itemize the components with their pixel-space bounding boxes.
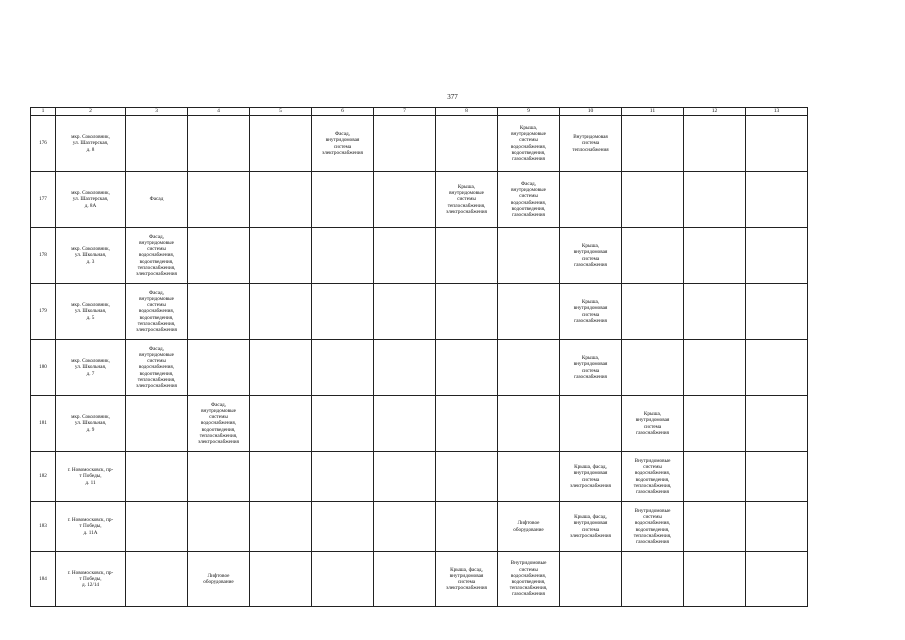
work-cell-col-5: [250, 452, 312, 502]
work-cell-col-10: [560, 172, 622, 228]
table-row: [31, 116, 808, 172]
cell-text-line: электроснабжения: [136, 271, 177, 277]
cell-text-line: системы: [457, 196, 476, 203]
work-cell-col-4: [188, 172, 250, 228]
work-cell-col-4: [188, 284, 250, 340]
work-cell-col-6: [312, 340, 374, 396]
cell-text-line: водоотведения,: [511, 579, 546, 585]
cell-text-line: система: [581, 140, 600, 147]
work-cell-col-9: [498, 172, 560, 228]
row-number: 179: [31, 284, 56, 340]
cell-text-line: д. 8А: [84, 202, 97, 209]
cell-text-line: водоотведения,: [139, 314, 174, 321]
row-number: 176: [31, 116, 56, 172]
work-cell-col-10: [560, 340, 622, 396]
address-cell: [56, 502, 126, 552]
cell-text-line: газоснабжения: [512, 591, 545, 598]
cell-text-line: т Победы,: [79, 473, 102, 480]
cell-text-line: Крыша, фасад,: [574, 464, 607, 471]
work-cell-col-6: [312, 502, 374, 552]
cell-text-line: теплоснабжения,: [509, 585, 548, 592]
page-number: 377: [447, 93, 458, 101]
work-cell-col-9: [498, 228, 560, 284]
cell-text-line: внутридомовая: [325, 137, 360, 144]
work-cell-col-8: [436, 452, 498, 502]
row-number: 184: [31, 552, 56, 607]
work-cell-col-10: [560, 116, 622, 172]
cell-text-line: ул. Школьная,: [74, 252, 107, 259]
work-cell-col-5: [250, 552, 312, 607]
cell-text-line: электроснабжения: [570, 482, 611, 489]
cell-text-line: электроснабжения: [446, 585, 487, 592]
cell-text-line: водоснабжения,: [510, 143, 547, 150]
cell-text-line: мкр. Соколовник,: [71, 246, 110, 253]
work-cell-col-6: [312, 116, 374, 172]
cell-text-line: система: [581, 367, 600, 374]
cell-text-line: системы: [519, 193, 538, 200]
work-cell-col-5: [250, 396, 312, 452]
cell-text-line: мкр. Соколовник,: [71, 358, 110, 365]
work-cell-col-5: [250, 340, 312, 396]
work-cell-col-11: [622, 340, 684, 396]
work-cell-col-9: [498, 284, 560, 340]
cell-text-line: Крыша,: [581, 299, 600, 306]
row-number: 180: [31, 340, 56, 396]
cell-text-line: оборудование: [513, 526, 544, 533]
cell-text-line: Крыша,: [581, 355, 600, 362]
cell-text-line: газоснабжения: [574, 317, 607, 324]
cell-text-line: водоотведения,: [635, 476, 670, 483]
work-cell-col-9: [498, 396, 560, 452]
row-number: 182: [31, 452, 56, 502]
cell-text-line: теплоснабжения,: [633, 482, 672, 489]
work-cell-col-13: [746, 452, 808, 502]
cell-text-line: внутридомовая: [573, 520, 608, 527]
work-cell-col-5: [250, 228, 312, 284]
work-cell-col-7: [374, 452, 436, 502]
cell-text-line: оборудование: [203, 579, 234, 585]
cell-text-line: водоотведения,: [635, 526, 670, 533]
column-header: 3: [126, 108, 188, 116]
cell-text-line: Фасад: [149, 196, 164, 203]
work-cell-col-10: [560, 552, 622, 607]
cell-text-line: водоснабжения,: [634, 520, 671, 527]
cell-text-line: внутридомовые: [449, 190, 484, 197]
column-header: 5: [250, 108, 312, 116]
cell-text-line: водоснабжения,: [510, 572, 547, 579]
table-row: [31, 284, 808, 340]
work-cell-col-6: [312, 172, 374, 228]
cell-text-line: водоснабжения,: [138, 364, 175, 371]
work-cell-col-3: [126, 396, 188, 452]
work-cell-col-11: [622, 116, 684, 172]
work-cell-col-8: [436, 396, 498, 452]
table-row: [31, 340, 808, 396]
cell-text-line: системы: [147, 246, 166, 253]
column-header-row: [31, 108, 808, 116]
cell-text-line: внутридомовая: [635, 417, 670, 424]
cell-text-line: электроснабжения: [198, 439, 239, 445]
cell-text-line: система: [581, 255, 600, 262]
cell-text-line: системы: [643, 464, 662, 471]
cell-text-line: д. 12/14: [81, 582, 100, 589]
work-cell-col-10: [560, 396, 622, 452]
work-cell-col-4: [188, 502, 250, 552]
cell-text-line: внутридомовые: [139, 295, 174, 302]
work-cell-col-7: [374, 228, 436, 284]
work-cell-col-8: [436, 502, 498, 552]
work-cell-col-6: [312, 284, 374, 340]
cell-text-line: мкр. Соколовник,: [71, 190, 110, 197]
work-cell-col-12: [684, 284, 746, 340]
work-cell-col-13: [746, 116, 808, 172]
column-header: 8: [436, 108, 498, 116]
column-header: 7: [374, 108, 436, 116]
work-cell-col-3: [126, 116, 188, 172]
cell-text-line: системы: [147, 302, 166, 309]
cell-text-line: Фасад,: [148, 233, 164, 240]
cell-text-line: водоснабжения,: [510, 199, 547, 206]
work-cell-col-10: [560, 228, 622, 284]
column-header: 11: [622, 108, 684, 116]
work-cell-col-3: [126, 502, 188, 552]
work-cell-col-8: [436, 228, 498, 284]
cell-text-line: т Победы,: [79, 575, 102, 582]
column-header: 4: [188, 108, 250, 116]
work-cell-col-4: [188, 228, 250, 284]
cell-text-line: Фасад,: [210, 401, 226, 408]
work-cell-col-6: [312, 396, 374, 452]
work-cell-col-11: [622, 502, 684, 552]
cell-text-line: водоснабжения,: [200, 420, 237, 427]
row-number: 177: [31, 172, 56, 228]
cell-text-line: водоотведения,: [139, 370, 174, 377]
cell-text-line: газоснабжения: [636, 429, 669, 436]
work-cell-col-9: [498, 552, 560, 607]
cell-text-line: система: [333, 143, 352, 150]
cell-text-line: внутридомовые: [139, 239, 174, 246]
cell-text-line: внутридомовая: [573, 361, 608, 368]
cell-text-line: ул. Школьная,: [74, 308, 107, 315]
address-cell: [56, 452, 126, 502]
work-cell-col-12: [684, 396, 746, 452]
work-cell-col-8: [436, 172, 498, 228]
work-cell-col-12: [684, 228, 746, 284]
work-cell-col-6: [312, 228, 374, 284]
cell-text-line: ул. Школьная,: [74, 420, 107, 427]
row-number: 181: [31, 396, 56, 452]
work-cell-col-7: [374, 340, 436, 396]
work-cell-col-7: [374, 172, 436, 228]
column-header: 1: [31, 108, 56, 116]
table-row: [31, 502, 808, 552]
cell-text-line: системы: [643, 514, 662, 521]
cell-text-line: системы: [209, 414, 228, 421]
cell-text-line: электроснабжения: [136, 327, 177, 333]
work-cell-col-8: [436, 284, 498, 340]
cell-text-line: системы: [519, 566, 538, 573]
work-cell-col-9: [498, 452, 560, 502]
cell-text-line: газоснабжения: [574, 373, 607, 380]
work-cell-col-6: [312, 552, 374, 607]
work-cell-col-9: [498, 116, 560, 172]
cell-text-line: водоотведения,: [511, 205, 546, 212]
work-cell-col-5: [250, 172, 312, 228]
cell-text-line: теплоснабжения,: [137, 376, 176, 383]
cell-text-line: Фасад,: [520, 180, 536, 187]
work-cell-col-6: [312, 452, 374, 502]
work-cell-col-4: [188, 552, 250, 607]
work-cell-col-3: [126, 284, 188, 340]
cell-text-line: теплоснабжения,: [137, 320, 176, 327]
cell-text-line: г. Новомосковск, пр-: [67, 569, 114, 576]
work-cell-col-11: [622, 552, 684, 607]
address-cell: [56, 396, 126, 452]
table-row: [31, 552, 808, 607]
cell-text-line: д. 9: [86, 426, 95, 433]
work-cell-col-4: [188, 452, 250, 502]
cell-text-line: электроснабжения: [570, 532, 611, 539]
cell-text-line: газоснабжения: [512, 211, 545, 218]
work-cell-col-11: [622, 452, 684, 502]
column-header: 9: [498, 108, 560, 116]
work-cell-col-13: [746, 284, 808, 340]
work-cell-col-8: [436, 116, 498, 172]
cell-text-line: внутридомовая: [449, 572, 484, 579]
cell-text-line: системы: [519, 137, 538, 144]
cell-text-line: Лифтовое: [517, 520, 540, 527]
cell-text-line: система: [457, 579, 476, 585]
address-cell: [56, 172, 126, 228]
cell-text-line: система: [581, 311, 600, 318]
cell-text-line: мкр. Соколовник,: [71, 134, 110, 141]
table-row: [31, 228, 808, 284]
work-cell-col-11: [622, 396, 684, 452]
work-cell-col-3: [126, 228, 188, 284]
work-cell-col-8: [436, 340, 498, 396]
cell-text-line: водоотведения,: [201, 426, 236, 433]
cell-text-line: ул. Шахтерская,: [72, 140, 109, 147]
column-header: 12: [684, 108, 746, 116]
cell-text-line: Крыша,: [643, 411, 662, 418]
address-cell: [56, 284, 126, 340]
work-cell-col-11: [622, 228, 684, 284]
work-cell-col-12: [684, 340, 746, 396]
address-cell: [56, 340, 126, 396]
cell-text-line: водоснабжения,: [634, 470, 671, 477]
cell-text-line: ул. Школьная,: [74, 364, 107, 371]
work-cell-col-3: [126, 452, 188, 502]
cell-text-line: внутридомовая: [573, 249, 608, 256]
cell-text-line: Крыша, фасад,: [574, 514, 607, 521]
work-cell-col-13: [746, 228, 808, 284]
work-cell-col-13: [746, 340, 808, 396]
cell-text-line: д. 3: [86, 258, 95, 265]
work-cell-col-8: [436, 552, 498, 607]
cell-text-line: газоснабжения: [512, 155, 545, 162]
work-cell-col-7: [374, 116, 436, 172]
work-cell-col-7: [374, 396, 436, 452]
cell-text-line: теплоснабжения,: [137, 264, 176, 271]
cell-text-line: Крыша,: [581, 243, 600, 250]
cell-text-line: д. 5: [86, 314, 95, 321]
work-cell-col-7: [374, 284, 436, 340]
cell-text-line: д. 11: [85, 479, 96, 486]
cell-text-line: системы: [147, 358, 166, 365]
work-cell-col-10: [560, 284, 622, 340]
cell-text-line: внутридомовая: [573, 470, 608, 477]
cell-text-line: водоотведения,: [139, 258, 174, 265]
work-cell-col-13: [746, 552, 808, 607]
work-schedule-table: [30, 107, 808, 607]
cell-text-line: ул. Шахтерская,: [72, 196, 109, 203]
table-row: [31, 452, 808, 502]
work-cell-col-4: [188, 396, 250, 452]
cell-text-line: водоснабжения,: [138, 252, 175, 259]
cell-text-line: Внутридомовые: [510, 560, 547, 567]
work-cell-col-12: [684, 172, 746, 228]
work-cell-col-12: [684, 116, 746, 172]
cell-text-line: система: [643, 423, 662, 430]
cell-text-line: мкр. Соколовник,: [71, 302, 110, 309]
cell-text-line: д. 11А: [83, 529, 98, 536]
cell-text-line: водоотведения,: [511, 149, 546, 156]
work-cell-col-7: [374, 502, 436, 552]
cell-text-line: электроснабжения: [446, 208, 487, 215]
column-header: 13: [746, 108, 808, 116]
cell-text-line: газоснабжения: [636, 488, 669, 495]
cell-text-line: Крыша,: [457, 183, 476, 190]
work-cell-col-3: [126, 172, 188, 228]
cell-text-line: т Победы,: [79, 523, 102, 530]
cell-text-line: система: [581, 476, 600, 483]
cell-text-line: теплоснабжения,: [447, 202, 486, 209]
cell-text-line: мкр. Соколовник,: [71, 414, 110, 421]
work-cell-col-5: [250, 284, 312, 340]
work-cell-col-12: [684, 502, 746, 552]
row-number: 183: [31, 502, 56, 552]
table-row: [31, 396, 808, 452]
work-cell-col-5: [250, 502, 312, 552]
cell-text-line: Фасад,: [148, 345, 164, 352]
cell-text-line: Внутридомовая: [573, 134, 608, 141]
address-cell: [56, 552, 126, 607]
work-cell-col-9: [498, 502, 560, 552]
cell-text-line: внутридомовые: [511, 131, 546, 138]
work-cell-col-5: [250, 116, 312, 172]
column-header: 6: [312, 108, 374, 116]
work-cell-col-10: [560, 452, 622, 502]
work-cell-col-7: [374, 552, 436, 607]
cell-text-line: Фасад,: [334, 131, 350, 138]
cell-text-line: газоснабжения: [574, 261, 607, 268]
work-cell-col-12: [684, 552, 746, 607]
address-cell: [56, 228, 126, 284]
work-cell-col-9: [498, 340, 560, 396]
row-number: 178: [31, 228, 56, 284]
work-cell-col-11: [622, 284, 684, 340]
work-cell-col-3: [126, 340, 188, 396]
cell-text-line: газоснабжения: [636, 538, 669, 545]
cell-text-line: Внутридомовые: [634, 457, 671, 464]
cell-text-line: теплоснабжения,: [633, 532, 672, 539]
work-cell-col-13: [746, 396, 808, 452]
cell-text-line: теплоснабжения: [572, 146, 609, 153]
work-cell-col-3: [126, 552, 188, 607]
work-cell-col-13: [746, 502, 808, 552]
cell-text-line: Внутридомовые: [634, 507, 671, 514]
cell-text-line: электроснабжения: [322, 149, 363, 156]
cell-text-line: Крыша, фасад,: [450, 566, 483, 573]
work-cell-col-4: [188, 340, 250, 396]
cell-text-line: д. 8: [86, 146, 95, 153]
work-cell-col-10: [560, 502, 622, 552]
cell-text-line: водоснабжения,: [138, 308, 175, 315]
cell-text-line: внутридомовые: [139, 351, 174, 358]
cell-text-line: г. Новомосковск, пр-: [67, 517, 114, 524]
cell-text-line: внутридомовая: [573, 305, 608, 312]
work-cell-col-13: [746, 172, 808, 228]
column-header: 2: [56, 108, 126, 116]
work-cell-col-12: [684, 452, 746, 502]
address-cell: [56, 116, 126, 172]
cell-text-line: электроснабжения: [136, 383, 177, 389]
cell-text-line: теплоснабжения,: [199, 432, 238, 439]
cell-text-line: д. 7: [86, 370, 95, 377]
cell-text-line: внутридомовые: [511, 187, 546, 194]
table-row: [31, 172, 808, 228]
cell-text-line: Фасад,: [148, 289, 164, 296]
work-cell-col-4: [188, 116, 250, 172]
cell-text-line: г. Новомосковск, пр-: [67, 467, 114, 474]
column-header: 10: [560, 108, 622, 116]
cell-text-line: система: [581, 526, 600, 533]
cell-text-line: внутридомовые: [201, 407, 236, 414]
cell-text-line: Лифтовое: [207, 572, 230, 579]
cell-text-line: Крыша,: [519, 124, 538, 131]
work-cell-col-11: [622, 172, 684, 228]
